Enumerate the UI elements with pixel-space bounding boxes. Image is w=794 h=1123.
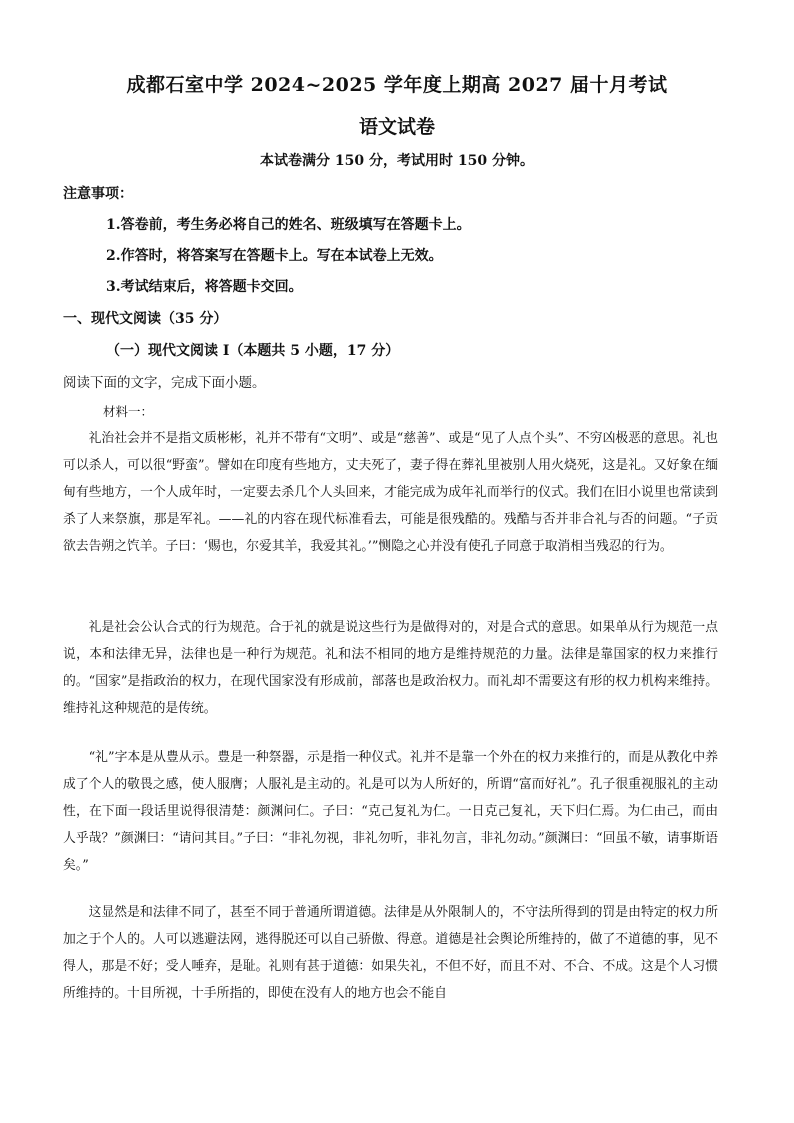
note-item: 3.考试结束后，将答题卡交回。 [106, 279, 303, 295]
notes-heading: 注意事项： [63, 186, 133, 202]
note-item: 1.答卷前，考生务必将自己的姓名、班级填写在答题卡上。 [106, 217, 471, 233]
reading-instruction: 阅读下面的文字，完成下面小题。 [63, 375, 266, 391]
passage-paragraph: “礼”字本是从豊从示。豊是一种祭器，示是指一种仪式。礼并不是靠一个外在的权力来推行的，而是从教化中养成了个人的敬畏之感，使人服膺；人服礼是主动的。礼是可以为人所好的，所谓“富而好礼”。孔子很重视服礼的主动性，在下面一段话里说得很清楚：颜渊问仁。子曰：“克己复礼为仁。一日克己复礼，天下归仁焉。为仁由己，而由人乎哉？”颜渊曰：“请问其目。”子曰：“非礼勿视，非礼勿听，非礼勿言，非礼勿动。”颜渊曰：“回虽不敏，请事斯语矣。” [63, 750, 718, 873]
exam-subtitle: 语文试卷 [358, 116, 435, 138]
exam-title: 成都石室中学 2024~2025 学年度上期高 2027 届十月考试 [126, 74, 668, 96]
score-note: 本试卷满分 150 分，考试用时 150 分钟。 [260, 153, 534, 169]
passage-paragraph: 这显然是和法律不同了，甚至不同于普通所谓道德。法律是从外限制人的，不守法所得到的罚是由特定的权力所加之于个人的。人可以逃避法网，逃得脱还可以自己骄傲、得意。道德是社会舆论所维持的，做了不道德的事，见不得人，那是不好；受人唾弃，是耻。礼则有甚于道德：如果失礼，不但不好，而且不对、不合、不成。这是个人习惯所维持的。十目所视，十手所指的，即使在没有人的地方也会不能自 [63, 905, 718, 1001]
note-item: 2.作答时，将答案写在答题卡上。写在本试卷上无效。 [106, 248, 443, 264]
passage-paragraph: 礼是社会公认合式的行为规范。合于礼的就是说这些行为是做得对的，对是合式的意思。如果单从行为规范一点说，本和法律无异，法律也是一种行为规范。礼和法不相同的地方是维持规范的力量。法律是靠国家的权力来推行的。“国家”是指政治的权力，在现代国家没有形成前，部落也是政治权力。而礼却不需要这有形的权力机构来维持。维持礼这种规范的是传统。 [63, 620, 718, 716]
passage-paragraph: 礼治社会并不是指文质彬彬，礼并不带有“文明”、或是“慈善”、或是“见了人点个头”、不穷凶极恶的意思。礼也可以杀人，可以很“野蛮”。譬如在印度有些地方，丈夫死了，妻子得在葬礼里被别人用火烧死，这是礼。又好象在缅甸有些地方，一个人成年时，一定要去杀几个人头回来，才能完成为成年礼而举行的仪式。我们在旧小说里也常读到杀了人来祭旗，那是军礼。——礼的内容在现代标准看去，可能是很残酷的。残酷与否并非合礼与否的问题。“子贡欲去告朔之饩羊。子曰：‘赐也，尔爱其羊，我爱其礼。’”恻隐之心并没有使孔子同意于取消相当残忍的行为。 [63, 431, 718, 554]
subsection-heading: （一）现代文阅读 I（本题共 5 小题，17 分） [106, 343, 400, 359]
section-heading: 一、现代文阅读（35 分） [63, 311, 228, 327]
material-label: 材料一： [103, 404, 154, 419]
